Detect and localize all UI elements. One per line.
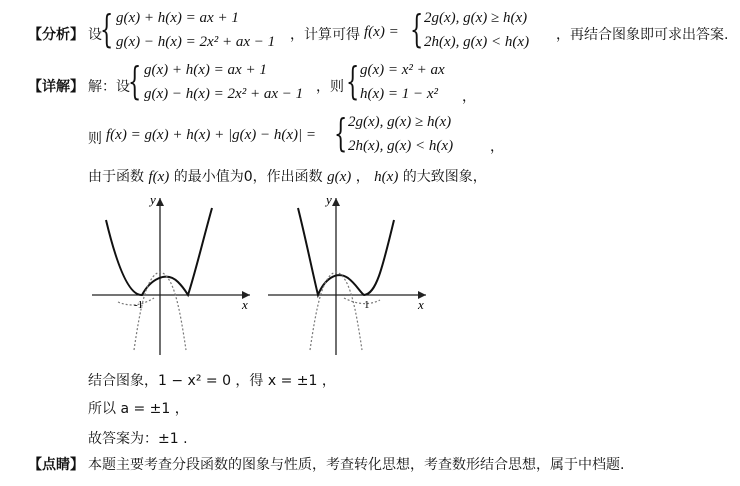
detail-line2-expr: f(x) = g(x) + h(x) + |g(x) − h(x)| = xyxy=(106,127,317,143)
detail-sys2-tail: ， xyxy=(462,89,476,105)
y-label: y xyxy=(150,192,156,207)
tick-label: -1 xyxy=(134,299,144,311)
y-arrow-icon xyxy=(156,198,164,206)
graph-left xyxy=(88,190,258,360)
tick-label: 1 xyxy=(364,299,370,311)
detail-sys1-line1: g(x) + h(x) = ax + 1 xyxy=(144,62,267,78)
comment-text: 本题主要考查分段函数的图象与性质，考查转化思想，考查数形结合思想，属于中档题. xyxy=(88,457,625,473)
detail-line3-g: g(x) xyxy=(327,169,352,185)
f-curve xyxy=(106,208,212,295)
analysis-system-2: { 2g(x), g(x) ≥ h(x) 2h(x), g(x) < h(x) xyxy=(410,7,530,51)
detail-line3-d: 的大致图象， xyxy=(402,169,487,185)
detail-line3 xyxy=(88,166,487,186)
detail-line3-b: 的最小值为0，作出函数 xyxy=(173,169,323,185)
detail-combine: 结合图象，1 − x² = 0 ，得 x = ±1 ， xyxy=(88,373,336,389)
detail-answer: 故答案为：±1 . xyxy=(88,431,188,447)
x-label: x xyxy=(242,297,248,312)
detail-system-2: { g(x) = x² + ax h(x) = 1 − x² xyxy=(346,59,445,103)
detail-line2-lead: 则 xyxy=(88,131,102,147)
detail-line3-h: h(x) xyxy=(374,169,399,185)
detail-line2-sys-line1: 2g(x), g(x) ≥ h(x) xyxy=(348,114,452,130)
y-arrow-icon xyxy=(332,198,340,206)
analysis-lead: 设 xyxy=(88,27,102,43)
analysis-f-label: f(x) = xyxy=(364,24,399,40)
y-label: y xyxy=(326,192,332,207)
x-label: x xyxy=(418,297,424,312)
analysis-tag: 【分析】 xyxy=(28,27,84,43)
detail-line2-tail: ， xyxy=(490,139,504,155)
detail-line3-c: ， xyxy=(355,169,370,185)
analysis-sys1-line1: g(x) + h(x) = ax + 1 xyxy=(116,10,239,26)
analysis-sys2-line1: 2g(x), g(x) ≥ h(x) xyxy=(424,10,528,26)
detail-then: ，则 xyxy=(316,79,344,95)
detail-line2-sys-line2: 2h(x), g(x) < h(x) xyxy=(348,138,454,154)
analysis-tail: ，再结合图象即可求出答案. xyxy=(556,27,729,43)
f-curve xyxy=(298,208,394,295)
detail-line3-a: 由于函数 xyxy=(88,169,144,185)
g-curve xyxy=(344,298,380,304)
detail-line2-system: { 2g(x), g(x) ≥ h(x) 2h(x), g(x) < h(x) xyxy=(334,111,454,155)
comment-tag: 【点睛】 xyxy=(28,457,84,473)
analysis-mid: ，计算可得 xyxy=(290,27,360,43)
detail-sys1-line2: g(x) − h(x) = 2x² + ax − 1 xyxy=(144,86,304,102)
detail-so: 所以 a = ±1 ， xyxy=(88,401,189,417)
analysis-sys1-line2: g(x) − h(x) = 2x² + ax − 1 xyxy=(116,34,276,50)
detail-tag: 【详解】 xyxy=(28,79,84,95)
detail-sys2-line2: h(x) = 1 − x² xyxy=(360,86,439,102)
detail-sys2-line1: g(x) = x² + ax xyxy=(360,62,445,78)
detail-lead: 解：设 xyxy=(88,79,130,95)
detail-line3-f: f(x) xyxy=(148,169,170,185)
analysis-system-1: { g(x) + h(x) = ax + 1 g(x) − h(x) = 2x² + ax − 1 xyxy=(100,7,276,51)
graph-right xyxy=(264,190,434,360)
analysis-sys2-line2: 2h(x), g(x) < h(x) xyxy=(424,34,530,50)
detail-system-1: { g(x) + h(x) = ax + 1 g(x) − h(x) = 2x² + ax − 1 xyxy=(128,59,304,103)
